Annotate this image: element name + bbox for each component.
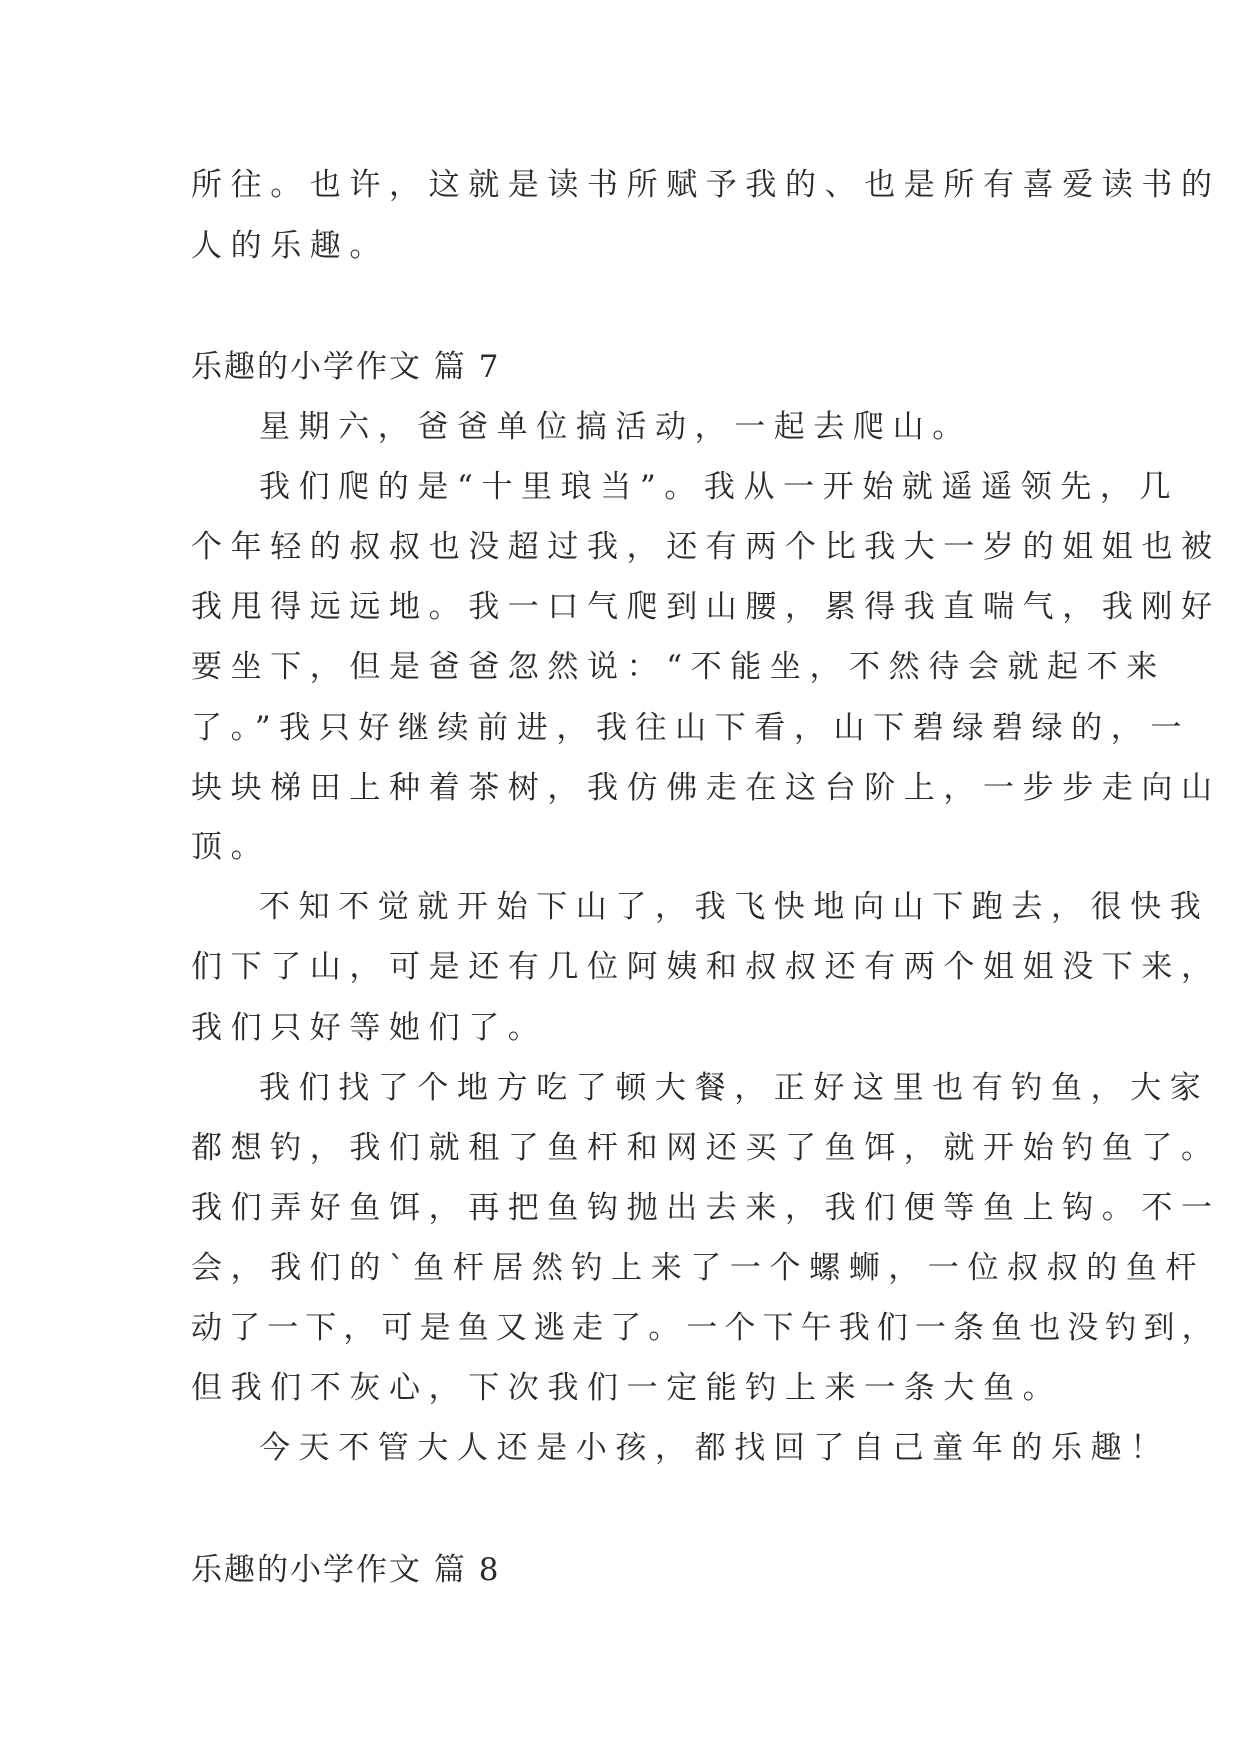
s7-p2-line-5: 了。”我只好继续前进，我往山下看，山下碧绿碧绿的，一 — [191, 710, 1190, 746]
s7-p4-line-3: 我们弄好鱼饵，再把鱼钩抛出去来，我们便等鱼上钩。不一 — [191, 1190, 1221, 1226]
intro-line-2: 人的乐趣。 — [191, 228, 389, 264]
section-7-heading: 乐趣的小学作文 篇 7 — [191, 349, 501, 385]
s7-p1-line-1: 星期六，爸爸单位搞活动，一起去爬山。 — [259, 409, 972, 445]
s7-p2-line-7: 顶。 — [191, 829, 271, 865]
s7-p3-line-1: 不知不觉就开始下山了，我飞快地向山下跑去，很快我 — [259, 889, 1210, 925]
s7-p4-line-1: 我们找了个地方吃了顿大餐，正好这里也有钓鱼，大家 — [259, 1070, 1210, 1106]
s7-p3-line-3: 我们只好等她们了。 — [191, 1010, 548, 1046]
s7-p2-line-3: 我甩得远远地。我一口气爬到山腰，累得我直喘气，我刚好 — [191, 589, 1221, 625]
intro-line-1: 所往。也许，这就是读书所赋予我的、也是所有喜爱读书的 — [191, 167, 1221, 203]
s7-p4-line-4: 会，我们的`鱼杆居然钓上来了一个螺蛳，一位叔叔的鱼杆 — [191, 1250, 1206, 1286]
s7-p2-line-6: 块块梯田上种着茶树，我仿佛走在这台阶上，一步步走向山 — [191, 770, 1221, 806]
s7-p5-line-1: 今天不管大人还是小孩，都找回了自己童年的乐趣！ — [259, 1430, 1170, 1466]
s7-p4-line-5: 动了一下，可是鱼又逃走了。一个下午我们一条鱼也没钓到， — [191, 1310, 1220, 1346]
s7-p4-line-6: 但我们不灰心，下次我们一定能钓上来一条大鱼。 — [191, 1370, 1063, 1406]
s7-p3-line-2: 们下了山，可是还有几位阿姨和叔叔还有两个姐姐没下来， — [191, 949, 1221, 985]
s7-p4-line-2: 都想钓，我们就租了鱼杆和网还买了鱼饵，就开始钓鱼了。 — [191, 1130, 1221, 1166]
s7-p2-line-2: 个年轻的叔叔也没超过我，还有两个比我大一岁的姐姐也被 — [191, 529, 1221, 565]
s7-p2-line-4: 要坐下，但是爸爸忽然说：“不能坐，不然待会就起不来 — [191, 649, 1166, 685]
s7-p2-line-1: 我们爬的是“十里琅当”。我从一开始就遥遥领先，几 — [259, 469, 1180, 505]
section-8-heading: 乐趣的小学作文 篇 8 — [191, 1552, 501, 1588]
